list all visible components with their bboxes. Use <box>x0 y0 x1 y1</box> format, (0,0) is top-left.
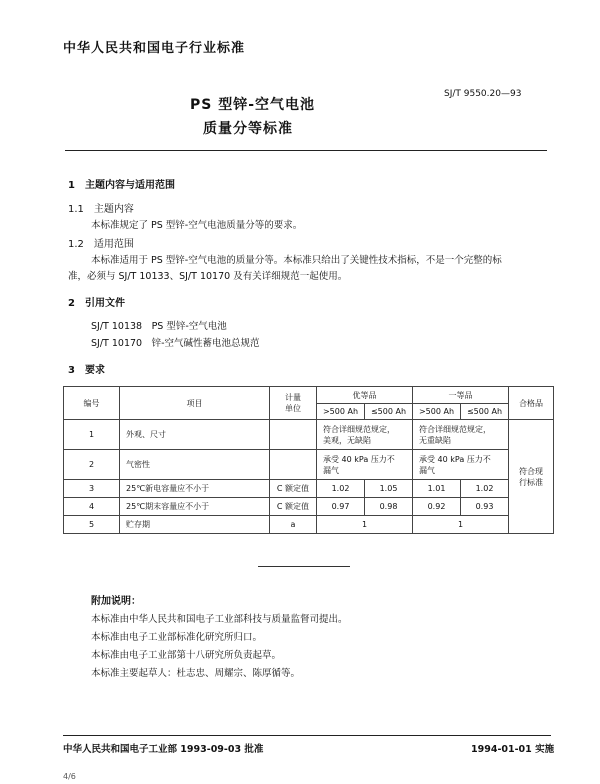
section1-heading: 1 主题内容与适用范围 <box>68 180 175 191</box>
header-capacity-gt-superior: >500 Ah <box>317 404 365 420</box>
document-title-line2: 质量分等标准 <box>203 121 293 137</box>
reference-item: SJ/T 10138 PS 型锌-空气电池 <box>91 321 227 332</box>
qualified-text-line2: 行标准 <box>519 477 543 487</box>
section1-2-text-line2: 准，必须与 SJ/T 10133、SJ/T 10170 及有关详细规范一起使用。 <box>68 271 348 282</box>
row-unit: C 额定值 <box>270 480 317 498</box>
row-item: 气密性 <box>120 450 270 480</box>
header-unit <box>270 387 317 420</box>
row-superior-gt-value: 0.97 <box>317 498 365 516</box>
row-first-le-value: 0.93 <box>461 498 509 516</box>
row-unit: C 额定值 <box>270 498 317 516</box>
note-line: 本标准由中华人民共和国电子工业部科技与质量监督司提出。 <box>91 614 348 625</box>
reference-item: SJ/T 10170 锌-空气碱性蓄电池总规范 <box>91 338 260 349</box>
header-item: 项目 <box>120 387 270 420</box>
page-number: 4/6 <box>63 772 76 781</box>
table-row <box>64 498 554 516</box>
row-num: 5 <box>64 516 120 534</box>
section2-heading: 2 引用文件 <box>68 298 125 309</box>
row-num: 3 <box>64 480 120 498</box>
row-item: 贮存期 <box>120 516 270 534</box>
document-title-line1: PS 型锌-空气电池 <box>190 97 316 113</box>
row-num: 2 <box>64 450 120 480</box>
section1-2-heading: 1.2 适用范围 <box>68 239 134 250</box>
row-superior-gt-value: 1.02 <box>317 480 365 498</box>
row-first-value <box>413 450 509 480</box>
table-row <box>64 480 554 498</box>
qualified-text-line1: 符合现 <box>519 466 543 476</box>
row-first-value-line1: 符合详细规范规定， <box>419 424 491 434</box>
header-unit-line2: 单位 <box>285 404 301 413</box>
section1-1-text: 本标准规定了 PS 型锌-空气电池质量分等的要求。 <box>91 220 303 231</box>
header-qualified-grade: 合格品 <box>509 387 554 420</box>
header-capacity-le-superior: ≤500 Ah <box>365 404 413 420</box>
row-unit: a <box>270 516 317 534</box>
row-superior-value-line1: 承受 40 kPa 压力不 <box>323 454 395 464</box>
row-first-value-line1: 承受 40 kPa 压力不 <box>419 454 491 464</box>
footer-divider <box>63 735 551 736</box>
approval-info: 中华人民共和国电子工业部 1993-09-03 批准 <box>63 744 264 755</box>
header-capacity-le-first: ≤500 Ah <box>461 404 509 420</box>
header-num: 编号 <box>64 387 120 420</box>
note-line: 本标准主要起草人：杜志忠、周耀宗、陈厚循等。 <box>91 668 301 679</box>
header-unit-line1: 计量 <box>285 393 301 402</box>
table-header-row <box>64 387 554 404</box>
row-num: 1 <box>64 420 120 450</box>
row-item: 25℃期末容量应不小于 <box>120 498 270 516</box>
row-superior-value <box>317 450 413 480</box>
row-first-value-line2: 无重缺陷 <box>419 435 451 445</box>
section-divider <box>258 566 350 567</box>
standard-category: 中华人民共和国电子行业标准 <box>63 41 246 56</box>
implementation-date: 1994-01-01 实施 <box>471 744 555 755</box>
section1-1-heading: 1.1 主题内容 <box>68 204 134 215</box>
row-qualified-value <box>509 420 554 534</box>
table-row <box>64 420 554 450</box>
row-first-le-value: 1.02 <box>461 480 509 498</box>
header-divider <box>65 150 547 151</box>
row-superior-value-line2: 美观，无缺陷 <box>323 435 371 445</box>
row-superior-le-value: 0.98 <box>365 498 413 516</box>
row-superior-le-value: 1.05 <box>365 480 413 498</box>
header-capacity-gt-first: >500 Ah <box>413 404 461 420</box>
row-superior-value: 1 <box>317 516 413 534</box>
row-item: 25℃新电容量应不小于 <box>120 480 270 498</box>
note-line: 本标准由电子工业部第十八研究所负责起草。 <box>91 650 282 661</box>
document-code: SJ/T 9550.20—93 <box>444 89 522 99</box>
row-first-value-line2: 漏气 <box>419 465 435 475</box>
row-first-value <box>413 420 509 450</box>
note-line: 本标准由电子工业部标准化研究所归口。 <box>91 632 263 643</box>
row-superior-value-line2: 漏气 <box>323 465 339 475</box>
header-first-grade: 一等品 <box>413 387 509 404</box>
section3-heading: 3 要求 <box>68 365 105 376</box>
row-first-gt-value: 1.01 <box>413 480 461 498</box>
notes-heading: 附加说明： <box>91 596 141 607</box>
table-row <box>64 450 554 480</box>
row-item: 外观、尺寸 <box>120 420 270 450</box>
quality-grading-table <box>63 386 554 534</box>
table-row <box>64 516 554 534</box>
row-num: 4 <box>64 498 120 516</box>
section1-2-text-line1: 本标准适用于 PS 型锌-空气电池的质量分等。本标准只给出了关键性技术指标，不是一个完整的标 <box>91 255 502 266</box>
row-superior-value <box>317 420 413 450</box>
row-unit <box>270 450 317 480</box>
header-superior-grade: 优等品 <box>317 387 413 404</box>
row-superior-value-line1: 符合详细规范规定， <box>323 424 395 434</box>
row-unit <box>270 420 317 450</box>
row-first-value: 1 <box>413 516 509 534</box>
row-first-gt-value: 0.92 <box>413 498 461 516</box>
